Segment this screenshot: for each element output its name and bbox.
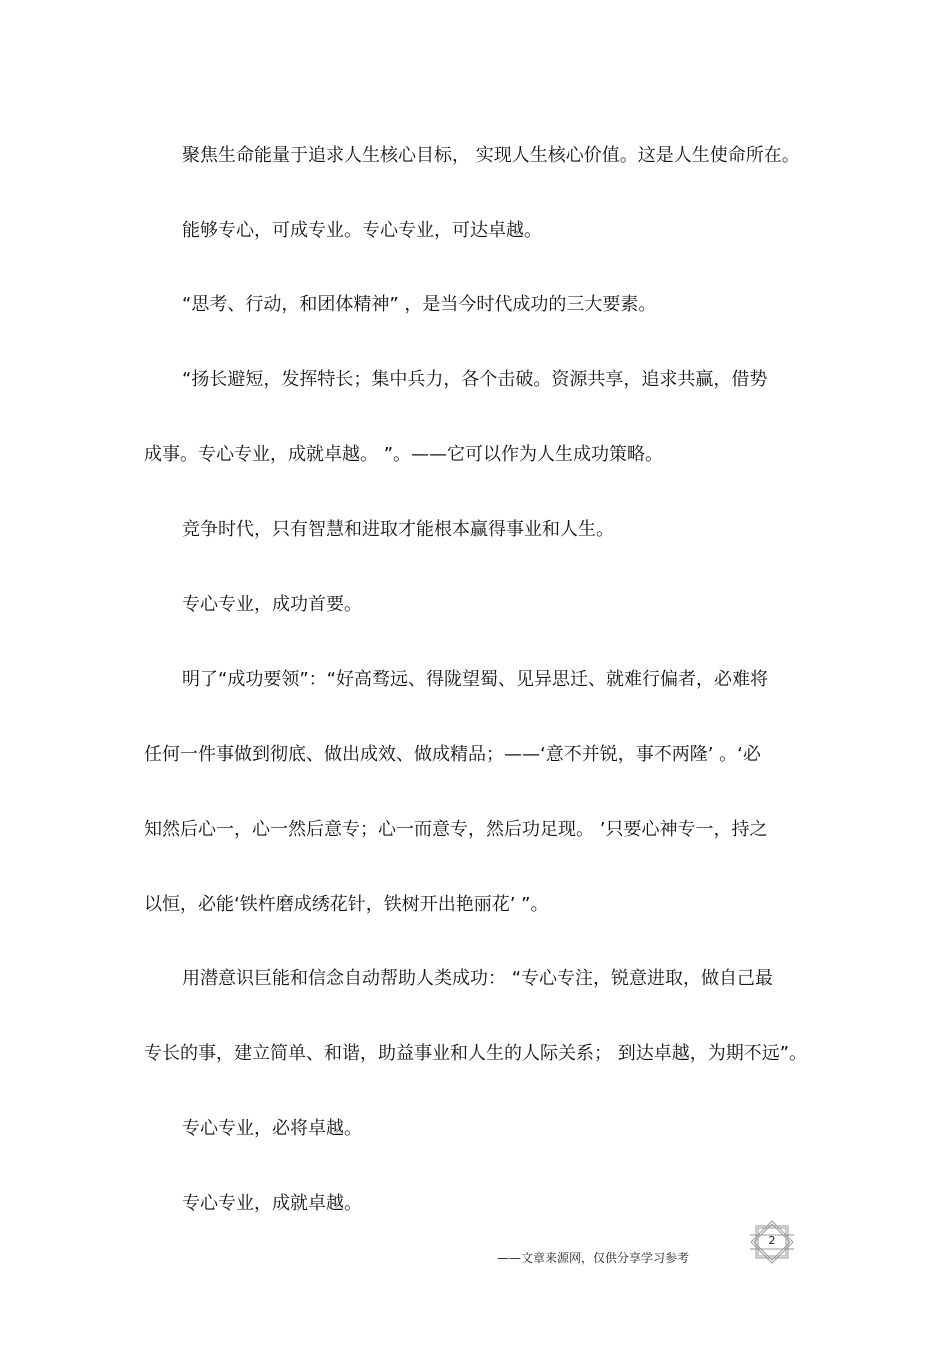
paragraph-line-9: 任何一件事做到彻底、做出成效、做成精品；——‘意不并锐，事不两隆’ 。‘必: [144, 744, 761, 765]
paragraph-line-4: “扬长避短，发挥特长；集中兵力，各个击破。资源共享，追求共赢，借势: [182, 369, 768, 390]
page-number: 2: [768, 1234, 776, 1247]
paragraph-line-14: 专心专业，必将卓越。: [182, 1118, 362, 1139]
paragraph-line-12: 用潜意识巨能和信念自动帮助人类成功： “专心专注，锐意进取，做自己最: [182, 968, 774, 989]
page-number-badge: [748, 1220, 796, 1264]
paragraph-line-2: 能够专心，可成专业。专心专业，可达卓越。: [182, 220, 542, 241]
paragraph-line-3: “思考、行动，和团体精神” ，是当今时代成功的三大要素。: [182, 294, 657, 315]
footer-source-note: ——文章来源网，仅供分享学习参考: [497, 1251, 690, 1265]
paragraph-line-6: 竞争时代，只有智慧和进取才能根本赢得事业和人生。: [182, 519, 614, 540]
paragraph-line-15: 专心专业，成就卓越。: [182, 1193, 362, 1214]
paragraph-line-1: 聚焦生命能量于追求人生核心目标， 实现人生核心价值。这是人生使命所在。: [182, 145, 800, 166]
paragraph-line-5: 成事。专心专业，成就卓越。 ”。——它可以作为人生成功策略。: [144, 444, 664, 465]
paragraph-line-7: 专心专业，成功首要。: [182, 594, 362, 615]
paragraph-line-11: 以恒，必能‘铁杵磨成绣花针，铁树开出艳丽花’ ”。: [144, 894, 549, 915]
paragraph-line-10: 知然后心一，心一然后意专；心一而意专，然后功足现。 ’只要心神专一，持之: [144, 819, 768, 840]
paragraph-line-13: 专长的事，建立简单、和谐，助益事业和人生的人际关系； 到达卓越，为期不远”。: [144, 1043, 808, 1064]
paragraph-line-8: 明了“成功要领”：“好高骛远、得陇望蜀、见异思迁、就难行偏者，必难将: [182, 669, 768, 690]
